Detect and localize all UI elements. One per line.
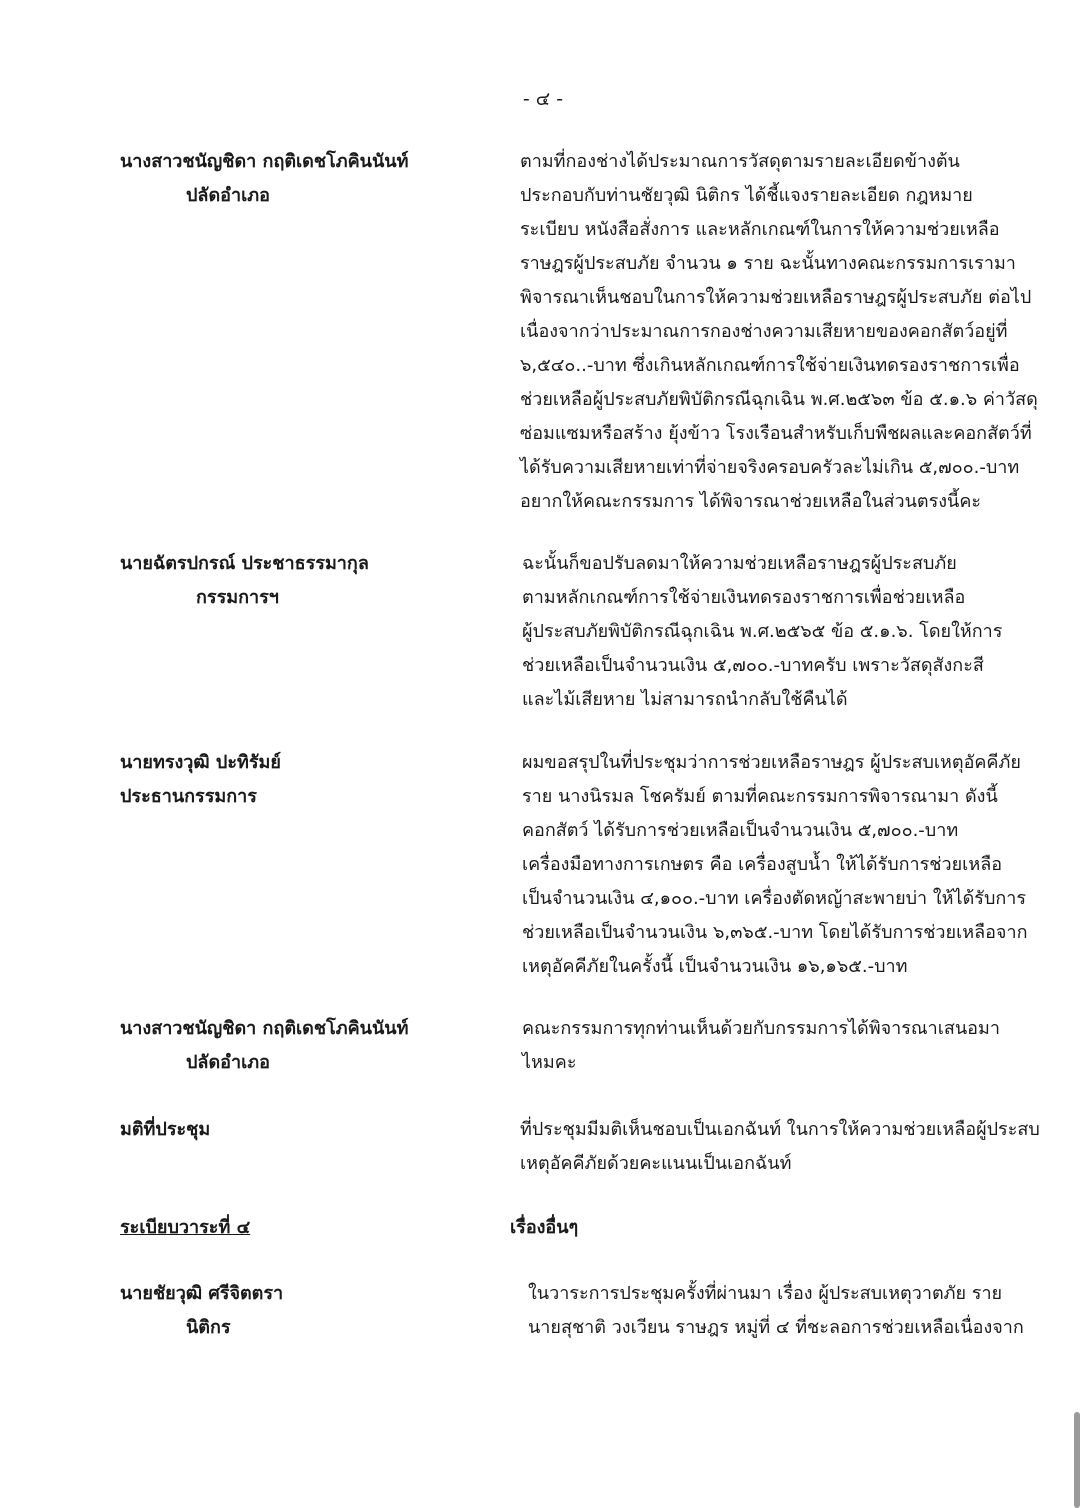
agenda-title-text: เรื่องอื่นๆ <box>510 1217 579 1238</box>
speech-line: ช่วยเหลือผู้ประสบภัยพิบัติกรณีฉุกเฉิน พ.ศ.๒๕๖๓ ข้อ ๕.๑.๖ ค่าวัสดุ <box>520 389 1038 410</box>
speech-line: ในวาระการประชุมครั้งที่ผ่านมา เรื่อง ผู้ประสบเหตุวาตภัย ราย <box>528 1283 1003 1304</box>
speech-line: ผมขอสรุปในที่ประชุมว่าการช่วยเหลือราษฎร ผู้ประสบเหตุอัคคีภัย <box>522 752 1021 773</box>
speech-line: ซ่อมแซมหรือสร้าง ยุ้งข้าว โรงเรือนสำหรับเก็บพืชผลและคอกสัตว์ที่ <box>520 423 1032 444</box>
speech-line: และไม้เสียหาย ไม่สามารถนำกลับใช้คืนได้ <box>522 689 848 710</box>
speaker-name: นางสาวชนัญชิดา กฤติเดชโภคินนันท์ <box>120 1018 409 1039</box>
speech-line: ระเบียบ หนังสือสั่งการ และหลักเกณฑ์ในการให้ความช่วยเหลือ <box>520 219 1000 240</box>
speech-line: อยากให้คณะกรรมการ ได้พิจารณาช่วยเหลือในส่วนตรงนี้คะ <box>520 491 982 512</box>
speaker-role: นิติกร <box>186 1317 231 1338</box>
resolution-text <box>520 1113 1040 1181</box>
speaker-block <box>120 1012 408 1080</box>
speech-text <box>522 746 1028 984</box>
speech-line: นายสุชาติ วงเวียน ราษฎร หมู่ที่ ๔ ที่ชะลอการช่วยเหลือเนื่องจาก <box>528 1317 1024 1338</box>
agenda-heading: ระเบียบวาระที่ ๔ <box>120 1217 251 1238</box>
speaker-block <box>120 746 281 814</box>
speech-line: เป็นจำนวนเงิน ๔,๑๐๐.-บาท เครื่องตัดหญ้าสะพายบ่า ให้ได้รับการ <box>522 888 1027 909</box>
speech-line: เครื่องมือทางการเกษตร คือ เครื่องสูบน้ำ ให้ได้รับการช่วยเหลือ <box>522 854 1003 875</box>
speech-line: ผู้ประสบภัยพิบัติกรณีฉุกเฉิน พ.ศ.๒๕๖๕ ข้อ ๕.๑.๖. โดยให้การ <box>522 621 1003 642</box>
speaker-role: ปลัดอำเภอ <box>186 1052 270 1073</box>
resolution-label <box>120 1113 210 1147</box>
speaker-block <box>120 547 369 615</box>
speaker-name: นายฉัตรปกรณ์ ประชาธรรมากุล <box>120 553 369 574</box>
speech-line: ราษฎรผู้ประสบภัย จำนวน ๑ ราย ฉะนั้นทางคณะกรรมการเรามา <box>520 253 1016 274</box>
speaker-role: ประธานกรรมการ <box>120 786 257 807</box>
agenda-label <box>120 1211 250 1245</box>
speaker-block <box>120 1277 283 1345</box>
speech-line: ช่วยเหลือเป็นจำนวนเงิน ๖,๓๖๕.-บาท โดยได้รับการช่วยเหลือจาก <box>522 922 1028 943</box>
speaker-name: นายชัยวุฒิ ศรีจิตตรา <box>120 1283 284 1304</box>
speech-line: ตามหลักเกณฑ์การใช้จ่ายเงินทดรองราชการเพื่อช่วยเหลือ <box>522 587 966 608</box>
resolution-heading: มติที่ประชุม <box>120 1119 211 1140</box>
scrollbar[interactable] <box>1074 1412 1080 1508</box>
speaker-block <box>120 145 408 213</box>
speaker-role: กรรมการฯ <box>196 587 279 608</box>
speech-text <box>522 547 1002 717</box>
speech-line: ๖,๕๔๐..-บาท ซึ่งเกินหลักเกณฑ์การใช้จ่ายเงินทดรองราชการเพื่อ <box>520 355 1020 376</box>
speech-line: พิจารณาเห็นชอบในการให้ความช่วยเหลือราษฎรผู้ประสบภัย ต่อไป <box>520 287 1032 308</box>
speaker-role: ปลัดอำเภอ <box>186 185 270 206</box>
speech-line: ไหมคะ <box>522 1052 577 1073</box>
speech-line: ช่วยเหลือเป็นจำนวนเงิน ๕,๗๐๐.-บาทครับ เพราะวัสดุสังกะสี <box>522 655 984 676</box>
speech-line: เหตุอัคคีภัยในครั้งนี้ เป็นจำนวนเงิน ๑๖,๑๖๕.-บาท <box>522 956 908 977</box>
agenda-title <box>510 1211 578 1245</box>
speech-line: ที่ประชุมมีมติเห็นชอบเป็นเอกฉันท์ ในการให้ความช่วยเหลือผู้ประสบ <box>520 1119 1040 1140</box>
speech-text <box>522 1012 1000 1080</box>
speech-line: ตามที่กองช่างได้ประมาณการวัสดุตามรายละเอียดข้างต้น <box>520 151 960 172</box>
speech-line: คอกสัตว์ ได้รับการช่วยเหลือเป็นจำนวนเงิน ๕,๗๐๐.-บาท <box>522 820 959 841</box>
speech-line: ได้รับความเสียหายเท่าที่จ่ายจริงครอบครัวละไม่เกิน ๕,๗๐๐.-บาท <box>520 457 1020 478</box>
speech-line: คณะกรรมการทุกท่านเห็นด้วยกับกรรมการได้พิจารณาเสนอมา <box>522 1018 1000 1039</box>
speech-line: เนื่องจากว่าประมาณการกองช่างความเสียหายของคอกสัตว์อยู่ที่ <box>520 321 1008 342</box>
speaker-name: นางสาวชนัญชิดา กฤติเดชโภคินนันท์ <box>120 151 409 172</box>
speech-text <box>528 1277 1024 1345</box>
speech-line: ฉะนั้นก็ขอปรับลดมาให้ความช่วยเหลือราษฎรผู้ประสบภัย <box>522 553 957 574</box>
speech-line: เหตุอัคคีภัยด้วยคะแนนเป็นเอกฉันท์ <box>520 1153 792 1174</box>
speech-line: ราย นางนิรมล โชครัมย์ ตามที่คณะกรรมการพิจารณามา ดังนี้ <box>522 786 998 807</box>
speaker-name: นายทรงวุฒิ ปะทิรัมย์ <box>120 752 281 773</box>
speech-line: ประกอบกับท่านชัยวุฒิ นิติกร ได้ชี้แจงรายละเอียด กฎหมาย <box>520 185 973 206</box>
speech-text <box>520 145 1038 519</box>
page-number: - ๔ - <box>522 88 564 110</box>
